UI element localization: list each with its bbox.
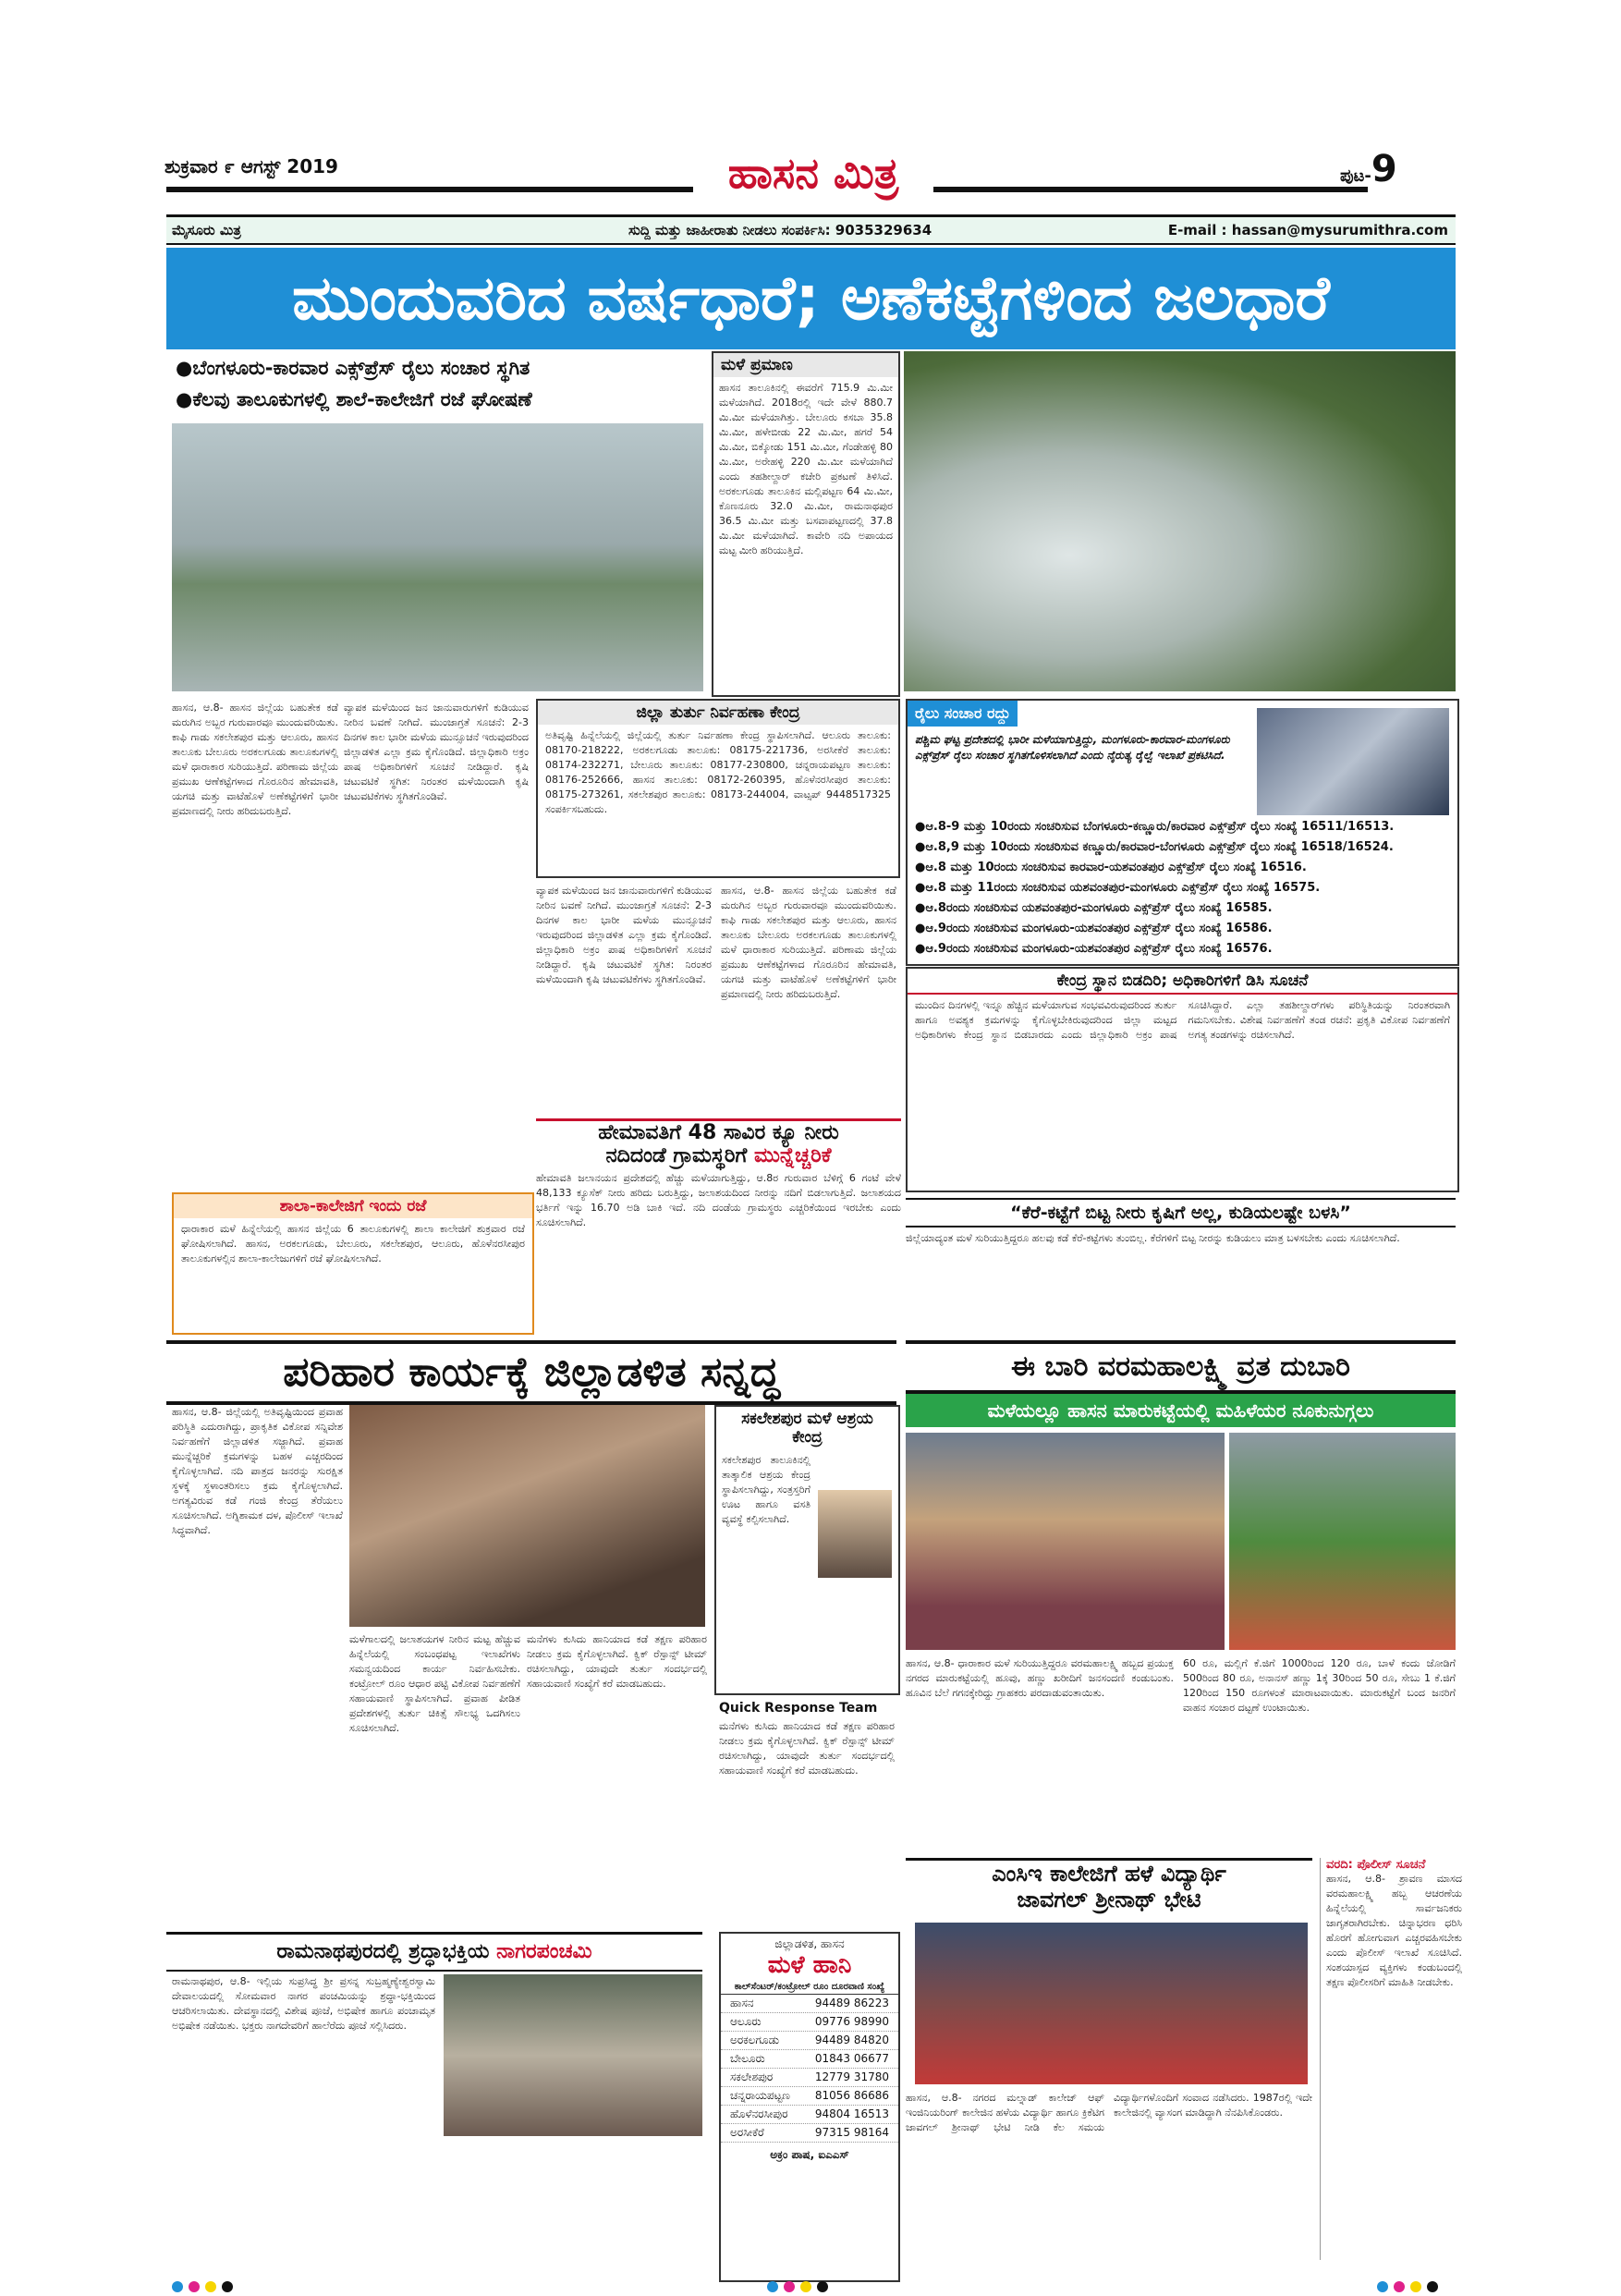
ad-row-label: ಆಲೂರು bbox=[730, 2015, 762, 2028]
header-rule-right bbox=[933, 187, 1368, 192]
varamahalakshmi-headline: ಈ ಬಾರಿ ವರಮಹಾಲಕ್ಷ್ಮಿ ವ್ರತ ದುಬಾರಿ bbox=[906, 1340, 1456, 1394]
market-crowd-photo bbox=[906, 1433, 1225, 1650]
collapsed-house-photo bbox=[349, 1405, 705, 1627]
ad-row bbox=[721, 1995, 898, 2013]
rail-row: ●ಆ.8 ಮತ್ತು 11ರಂದು ಸಂಚರಿಸುವ ಯಶವಂತಪುರ-ಮಂಗಳೂರು ಎಕ್ಸ್‌ಪ್ರೆಸ್ ರೈಲು ಸಂಖ್ಯೆ 16575. bbox=[915, 881, 1321, 895]
school-box-title: ಶಾಲಾ-ಕಾಲೇಜಿಗೆ ಇಂದು ರಜೆ bbox=[174, 1194, 532, 1218]
ramanathapura-headline-b: ನಾಗರಪಂಚಮಿ bbox=[496, 1940, 592, 1963]
registration-dots-center bbox=[767, 2278, 834, 2296]
ramanathapura-headline bbox=[166, 1932, 702, 1972]
train-photo bbox=[1257, 708, 1449, 815]
college-story bbox=[906, 1858, 1312, 1912]
lead-bullet-1: ●ಬೆಂಗಳೂರು-ಕಾರವಾರ ಎಕ್ಸ್‌ಪ್ರೆಸ್ ರೈಲು ಸಂಚಾರ ಸ್ಥಗಿತ bbox=[176, 357, 530, 379]
sakleshpur-box bbox=[714, 1405, 900, 1695]
ad-title: ಮಳೆ ಹಾನಿ bbox=[767, 1951, 852, 1979]
ad-row-label: ಬೇಲೂರು bbox=[730, 2052, 765, 2065]
rain-box-body: ಹಾಸನ ತಾಲೂಕಿನಲ್ಲಿ ಈವರೆಗೆ 715.9 ಮಿ.ಮೀ ಮಳೆಯಾಗಿದೆ. 2018ರಲ್ಲಿ ಇದೇ ವೇಳೆ 880.7 ಮಿ.ಮೀ ಮಳೆಯಾಗಿತ್ತು. ಬೇಲೂರು ಕಸಬಾ 35.8 ಮಿ.ಮೀ, ಹಳೇಬೀಡು 22 ಮಿ.ಮೀ, ಹಗರೆ 54 ಮಿ.ಮೀ, ಬಿಕ್ಕೋಡು 151 ಮಿ.ಮೀ, ಗೆಂಡೇಹಳ್ಳಿ 80 ಮಿ.ಮೀ, ಅರೇಹಳ್ಳಿ 220 ಮಿ.ಮೀ ಮಳೆಯಾಗಿದೆ ಎಂದು ತಹಶೀಲ್ದಾರ್ ಕಚೇರಿ ಪ್ರಕಟಣೆ ತಿಳಿಸಿದೆ. ಅರಕಲಗೂಡು ತಾಲೂಕಿನ ಮಲ್ಲಿಪಟ್ಟಣ 64 ಮಿ.ಮೀ, ಕೊಣನೂರು 32.0 ಮಿ.ಮೀ, ರಾಮನಾಥಪುರ 36.5 ಮಿ.ಮೀ ಮತ್ತು ಬಸವಾಪಟ್ಟಣದಲ್ಲಿ 37.8 ಮಿ.ಮೀ ಮಳೆಯಾಗಿದೆ. ಕಾವೇರಿ ನದಿ ಅಪಾಯದ ಮಟ್ಟ ಮೀರಿ ಹರಿಯುತ್ತಿದೆ. bbox=[719, 382, 893, 556]
ad-row bbox=[721, 2013, 898, 2032]
dot-black bbox=[817, 2281, 828, 2292]
ad-row-label: ಅರಕಲಗೂಡು bbox=[730, 2033, 780, 2046]
ad-row bbox=[721, 2069, 898, 2087]
ad-row bbox=[721, 2032, 898, 2050]
page-number-value: 9 bbox=[1371, 148, 1397, 190]
dot-yellow bbox=[1410, 2281, 1421, 2292]
hemavathi-story bbox=[536, 1118, 901, 1319]
section-name: ಮೈಸೂರು ಮಿತ್ರ bbox=[172, 222, 241, 238]
page-prefix: ಪುಟ- bbox=[1340, 166, 1371, 186]
police-body: ಹಾಸನ, ಆ.8- ಶ್ರಾವಣ ಮಾಸದ ವರಮಹಾಲಕ್ಷ್ಮಿ ಹಬ್ಬ ಆಚರಣೆಯ ಹಿನ್ನೆಲೆಯಲ್ಲಿ ಸಾರ್ವಜನಿಕರು ಜಾಗೃತರಾಗಿರಬೇಕು. ಚಿನ್ನಾಭರಣ ಧರಿಸಿ ಹೊರಗೆ ಹೋಗುವಾಗ ಎಚ್ಚರವಹಿಸಬೇಕು ಎಂದು ಪೊಲೀಸ್ ಇಲಾಖೆ ಸೂಚಿಸಿದೆ. ಸಂಶಯಾಸ್ಪದ ವ್ಯಕ್ತಿಗಳು ಕಂಡುಬಂದಲ್ಲಿ ತಕ್ಷಣ ಪೊಲೀಸರಿಗೆ ಮಾಹಿತಿ ನೀಡಬೇಕು. bbox=[1326, 1873, 1462, 1988]
email-line: E-mail : hassan@mysurumithra.com bbox=[1167, 222, 1448, 238]
ramanathapura-headline-a: ರಾಮನಾಥಪುರದಲ್ಲಿ ಶ್ರದ್ಧಾಭಕ್ತಿಯ bbox=[276, 1940, 497, 1963]
rail-row: ●ಆ.8,9 ಮತ್ತು 10ರಂದು ಸಂಚರಿಸುವ ಕಣ್ಣೂರು/ಕಾರವಾರ-ಬೆಂಗಳೂರು ಎಕ್ಸ್‌ಪ್ರೆಸ್ ರೈಲು ಸಂಖ್ಯೆ 16518/16524. bbox=[915, 840, 1394, 854]
ad-row-value: 94804 16513 bbox=[814, 2107, 889, 2120]
control-room-title: ಜಿಲ್ಲಾ ತುರ್ತು ನಿರ್ವಹಣಾ ಕೇಂದ್ರ bbox=[538, 701, 898, 725]
hemavathi-body: ಹೇಮಾವತಿ ಜಲಾನಯನ ಪ್ರದೇಶದಲ್ಲಿ ಹೆಚ್ಚು ಮಳೆಯಾಗುತ್ತಿದ್ದು, ಆ.8ರ ಗುರುವಾರ ಬೆಳಿಗ್ಗೆ 6 ಗಂಟೆ ವೇಳೆ 48,133 ಕ್ಯೂಸೆಕ್ ನೀರು ಹರಿದು ಬರುತ್ತಿದ್ದು, ಜಲಾಶಯದಿಂದ ನೀರನ್ನು ನದಿಗೆ ಬಿಡಲಾಗುತ್ತಿದೆ. ಜಲಾಶಯದ ಭರ್ತಿಗೆ ಇನ್ನು 16.70 ಅಡಿ ಬಾಕಿ ಇದೆ. ನದಿ ದಂಡೆಯ ಗ್ರಾಮಸ್ಥರು ಎಚ್ಚರಿಕೆಯಿಂದ ಇರಬೇಕು ಎಂದು ಸೂಚಿಸಲಾಗಿದೆ. bbox=[536, 1172, 901, 1228]
ad-row-value: 94489 86223 bbox=[814, 1997, 889, 2009]
rain-box bbox=[712, 351, 900, 697]
rail-row: ●ಆ.9ರಂದು ಸಂಚರಿಸುವ ಮಂಗಳೂರು-ಯಶವಂತಪುರ ಎಕ್ಸ್‌ಪ್ರೆಸ್ ರೈಲು ಸಂಖ್ಯೆ 16576. bbox=[915, 942, 1273, 956]
flood-river-photo bbox=[172, 423, 703, 691]
dot-yellow bbox=[205, 2281, 216, 2292]
hemavathi-headline-c: ಮುನ್ನೆಚ್ಚರಿಕೆ bbox=[753, 1144, 832, 1167]
ad-row-value: 97315 98164 bbox=[814, 2126, 889, 2139]
dot-black bbox=[1427, 2281, 1438, 2292]
rail-box bbox=[906, 699, 1459, 966]
control-room-body: ಅತಿವೃಷ್ಟಿ ಹಿನ್ನೆಲೆಯಲ್ಲಿ ಜಿಲ್ಲೆಯಲ್ಲಿ ತುರ್ತು ನಿರ್ವಹಣಾ ಕೇಂದ್ರ ಸ್ಥಾಪಿಸಲಾಗಿದೆ. ಆಲೂರು ತಾಲೂಕು: 08170-218222, ಅರಕಲಗೂಡು ತಾಲೂಕು: 08175-221736, ಅರಸೀಕೆರೆ ತಾಲೂಕು: 08174-232271, ಬೇಲೂರು ತಾಲೂಕು: 08177-230800, ಚನ್ನರಾಯಪಟ್ಟಣ ತಾಲೂಕು: 08176-252666, ಹಾಸನ ತಾಲೂಕು: 08172-260395, ಹೊಳೆನರಸೀಪುರ ತಾಲೂಕು: 08175-273261, ಸಕಲೇಶಪುರ ತಾಲೂಕು: 08173-244004, ವಾಟ್ಸಪ್ 9448517325 ಸಂಪರ್ಕಿಸಬಹುದು. bbox=[545, 729, 891, 815]
ad-row-value: 09776 98990 bbox=[814, 2015, 889, 2028]
quote-body: ಜಿಲ್ಲೆಯಾದ್ಯಂತ ಮಳೆ ಸುರಿಯುತ್ತಿದ್ದರೂ ಹಲವು ಕಡೆ ಕೆರೆ-ಕಟ್ಟೆಗಳು ತುಂಬಿಲ್ಲ. ಕೆರೆಗಳಿಗೆ ಬಿಟ್ಟ ನೀರನ್ನು ಕುಡಿಯಲು ಮಾತ್ರ ಬಳಸಬೇಕು ಎಂದು ಸೂಚಿಸಲಾಗಿದೆ. bbox=[906, 1232, 1400, 1244]
waterfall-photo bbox=[904, 351, 1456, 691]
college-headline-a: ಎಂಸಿಇ ಕಾಲೇಜಿಗೆ ಹಳೆ ವಿದ್ಯಾರ್ಥಿ bbox=[992, 1861, 1226, 1887]
lead-bullet-2: ●ಕೆಲವು ತಾಲೂಕುಗಳಲ್ಲಿ ಶಾಲೆ-ಕಾಲೇಜಿಗೆ ರಜೆ ಘೋಷಣೆ bbox=[176, 388, 532, 410]
rail-box-tab: ರೈಲು ಸಂಚಾರ ರದ್ದು bbox=[908, 701, 1018, 727]
varamahalakshmi-body: ಹಾಸನ, ಆ.8- ಧಾರಾಕಾರ ಮಳೆ ಸುರಿಯುತ್ತಿದ್ದರೂ ವರಮಹಾಲಕ್ಷ್ಮಿ ಹಬ್ಬದ ಪ್ರಯುಕ್ತ ನಗರದ ಮಾರುಕಟ್ಟೆಯಲ್ಲಿ ಹೂವು, ಹಣ್ಣು ಖರೀದಿಗೆ ಜನಸಂದಣಿ ಕಂಡುಬಂತು. ಹೂವಿನ ಬೆಲೆ ಗಗನಕ್ಕೇರಿದ್ದು ಗ್ರಾಹಕರು ಪರದಾಡುವಂತಾಯಿತು. bbox=[906, 1657, 1174, 1699]
rail-row: ●ಆ.8ರಂದು ಸಂಚರಿಸುವ ಯಶವಂತಪುರ-ಮಂಗಳೂರು ಎಕ್ಸ್‌ಪ್ರೆಸ್ ರೈಲು ಸಂಖ್ಯೆ 16585. bbox=[915, 901, 1273, 915]
hemavathi-headline-b-text: ನದಿದಂಡೆ ಗ್ರಾಮಸ್ಥರಿಗೆ bbox=[605, 1144, 754, 1167]
rail-row: ●ಆ.8-9 ಮತ್ತು 10ರಂದು ಸಂಚರಿಸುವ ಬೆಂಗಳೂರು-ಕಣ್ಣೂರು/ಕಾರವಾರ ಎಕ್ಸ್‌ಪ್ರೆಸ್ ರೈಲು ಸಂಖ್ಯೆ 16511/16513. bbox=[915, 820, 1395, 834]
ad-row-label: ಹೊಳೆನರಸೀಪುರ bbox=[730, 2107, 788, 2120]
varamahalakshmi-subhead: ಮಳೆಯಲ್ಲೂ ಹಾಸನ ಮಾರುಕಟ್ಟೆಯಲ್ಲಿ ಮಹಿಳೆಯರ ನೂಕುನುಗ್ಗಲು bbox=[906, 1394, 1456, 1427]
relief-body-col4: ಮನೆಗಳು ಕುಸಿದು ಹಾನಿಯಾದ ಕಡೆ ತಕ್ಷಣ ಪರಿಹಾರ ನೀಡಲು ಕ್ರಮ ಕೈಗೊಳ್ಳಲಾಗಿದೆ. ಕ್ವಿಕ್ ರೆಸ್ಪಾನ್ಸ್ ಟೀಮ್ ರಚಿಸಲಾಗಿದ್ದು, ಯಾವುದೇ ತುರ್ತು ಸಂದರ್ಭದಲ್ಲಿ ಸಹಾಯವಾಣಿ ಸಂಖ್ಯೆಗೆ ಕರೆ ಮಾಡಬಹುದು. bbox=[719, 1720, 895, 1777]
lead-body-col1: ಹಾಸನ, ಆ.8- ಹಾಸನ ಜಿಲ್ಲೆಯ ಬಹುತೇಕ ಕಡೆ ಮರುಗಿನ ಅಬ್ಬರ ಗುರುವಾರವೂ ಮುಂದುವರಿಯಿತು. ಕಾಫಿ ಗಾಡು ಸಕಲೇಶಪುರ ಮತ್ತು ಆಲೂರು, ಹಾಸನ ತಾಲೂಕು ಬೇಲೂರು ಅರಕಲಗೂಡು ತಾಲೂಕುಗಳಲ್ಲಿ ಮಳೆ ಧಾರಾಕಾರ ಸುರಿಯುತ್ತಿದೆ. ಪರಿಣಾಮ ಜಿಲ್ಲೆಯ ಪ್ರಮುಖ ಆಣೆಕಟ್ಟೆಗಳಾದ ಗೊರೂರಿನ ಹೇಮಾವತಿ, ಯಗಚಿ ಮತ್ತು ವಾಟೆಹೊಳೆ ಅಣೆಕಟ್ಟೆಗಳಿಗೆ ಭಾರೀ ಪ್ರಮಾಣದಲ್ಲಿ ನೀರು ಹರಿದುಬರುತ್ತಿದೆ. bbox=[172, 702, 338, 817]
dot-cyan bbox=[172, 2281, 183, 2292]
relief-body-col2: ಮಳೆಗಾಲದಲ್ಲಿ ಜಲಾಶಯಗಳ ನೀರಿನ ಮಟ್ಟ ಹೆಚ್ಚುವ ಹಿನ್ನೆಲೆಯಲ್ಲಿ ಸಂಬಂಧಪಟ್ಟ ಇಲಾಖೆಗಳು ಸಮನ್ವಯದಿಂದ ಕಾರ್ಯ ನಿರ್ವಹಿಸಬೇಕು. ಕಂಟ್ರೋಲ್ ರೂಂ ಆಧಾರ ಪಟ್ಟಿ ವಿಕೋಪ ನಿರ್ವಹಣೆಗೆ ಸಹಾಯವಾಣಿ ಸ್ಥಾಪಿಸಲಾಗಿದೆ. ಪ್ರವಾಹ ಪೀಡಿತ ಪ್ರದೇಶಗಳಲ್ಲಿ ತುರ್ತು ಚಿಕಿತ್ಸೆ ಸೌಲಭ್ಯ ಒದಗಿಸಲು ಸೂಚಿಸಲಾಗಿದೆ. bbox=[349, 1633, 520, 1734]
registration-dots-right bbox=[1377, 2278, 1444, 2296]
market-vendor-photo bbox=[1229, 1433, 1456, 1650]
rail-row: ●ಆ.8 ಮತ್ತು 10ರಂದು ಸಂಚರಿಸುವ ಕಾರವಾರ-ಯಶವಂತಪುರ ಎಕ್ಸ್‌ಪ್ರೆಸ್ ರೈಲು ಸಂಖ್ಯೆ 16516. bbox=[915, 861, 1307, 874]
relief-headline: ಪರಿಹಾರ ಕಾರ್ಯಕ್ಕೆ ಜಿಲ್ಲಾಡಳಿತ ಸನ್ನದ್ಧ bbox=[166, 1340, 896, 1405]
quote-headline: “ಕೆರೆ-ಕಟ್ಟೆಗೆ ಬಿಟ್ಟ ನೀರು ಕೃಷಿಗೆ ಅಲ್ಲ, ಕುಡಿಯಲಷ್ಟೇ ಬಳಸಿ” bbox=[906, 1198, 1456, 1227]
ad-row-label: ಅರಸೀಕೆರೆ bbox=[730, 2126, 764, 2139]
college-body: ಹಾಸನ, ಆ.8- ನಗರದ ಮಲ್ನಾಡ್ ಕಾಲೇಜ್ ಆಫ್ ಇಂಜಿನಿಯರಿಂಗ್ ಕಾಲೇಜಿನ ಹಳೆಯ ವಿದ್ಯಾರ್ಥಿ ಹಾಗೂ ಕ್ರಿಕೆಟಿಗ ಜಾವಗಲ್ ಶ್ರೀನಾಥ್ ಭೇಟಿ ನೀಡಿ ಕೆಲ ಸಮಯ ವಿದ್ಯಾರ್ಥಿಗಳೊಂದಿಗೆ ಸಂವಾದ ನಡೆಸಿದರು. 1987ರಲ್ಲಿ ಇದೇ ಕಾಲೇಜಿನಲ್ಲಿ ವ್ಯಾಸಂಗ ಮಾಡಿದ್ದಾಗಿ ನೆನಪಿಸಿಕೊಂಡರು. bbox=[906, 2092, 1312, 2133]
ad-row bbox=[721, 2050, 898, 2069]
rail-row: ●ಆ.9ರಂದು ಸಂಚರಿಸುವ ಮಂಗಳೂರು-ಯಶವಂತಪುರ ಎಕ್ಸ್‌ಪ್ರೆಸ್ ರೈಲು ಸಂಖ್ಯೆ 16586. bbox=[915, 922, 1273, 935]
rail-box-intro: ಪಶ್ಚಿಮ ಘಟ್ಟ ಪ್ರದೇಶದಲ್ಲಿ ಭಾರೀ ಮಳೆಯಾಗುತ್ತಿದ್ದು, ಮಂಗಳೂರು-ಕಾರವಾರ-ಮಂಗಳೂರು ಎಕ್ಸ್‌ಪ್ರೆಸ್ ರೈಲು ಸಂಚಾರ ಸ್ಥಗಿತಗೊಳಿಸಲಾಗಿದೆ ಎಂದು ನೈರುತ್ಯ ರೈಲ್ವೆ ಇಲಾಖೆ ಪ್ರಕಟಿಸಿದೆ. bbox=[915, 733, 1230, 762]
contact-line: ಸುದ್ದಿ ಮತ್ತು ಜಾಹೀರಾತು ನೀಡಲು ಸಂಪರ್ಕಿಸಿ: 9035329634 bbox=[628, 222, 932, 238]
ad-row bbox=[721, 2087, 898, 2106]
ad-row-value: 81056 86686 bbox=[814, 2089, 889, 2102]
ad-subtitle: ಕಾಲ್‌ಸೆಂಟರ್/ಕಂಟ್ರೋಲ್ ರೂಂ ದೂರವಾಣಿ ಸಂಖ್ಯೆ bbox=[721, 1980, 898, 1995]
dot-magenta bbox=[1394, 2281, 1405, 2292]
lead-body-col4: ಹಾಸನ, ಆ.8- ಹಾಸನ ಜಿಲ್ಲೆಯ ಬಹುತೇಕ ಕಡೆ ಮರುಗಿನ ಅಬ್ಬರ ಗುರುವಾರವೂ ಮುಂದುವರಿಯಿತು. ಕಾಫಿ ಗಾಡು ಸಕಲೇಶಪುರ ಮತ್ತು ಆಲೂರು, ಹಾಸನ ತಾಲೂಕು ಬೇಲೂರು ಅರಕಲಗೂಡು ತಾಲೂಕುಗಳಲ್ಲಿ ಮಳೆ ಧಾರಾಕಾರ ಸುರಿಯುತ್ತಿದೆ. ಪರಿಣಾಮ ಜಿಲ್ಲೆಯ ಪ್ರಮುಖ ಆಣೆಕಟ್ಟೆಗಳಾದ ಗೊರೂರಿನ ಹೇಮಾವತಿ, ಯಗಚಿ ಮತ್ತು ವಾಟೆಹೊಳೆ ಅಣೆಕಟ್ಟೆಗಳಿಗೆ ಭಾರೀ ಪ್ರಮಾಣದಲ್ಲಿ ನೀರು ಹರಿದುಬರುತ್ತಿದೆ. bbox=[721, 885, 896, 1000]
police-title: ವರದಿ: ಪೊಲೀಸ್ ಸೂಚನೆ bbox=[1326, 1858, 1426, 1872]
hq-box-body: ಮುಂದಿನ ದಿನಗಳಲ್ಲಿ ಇನ್ನೂ ಹೆಚ್ಚಿನ ಮಳೆಯಾಗುವ ಸಂಭವವಿರುವುದರಿಂದ ತುರ್ತು ಹಾಗೂ ಅವಶ್ಯಕ ಕ್ರಮಗಳನ್ನು ಕೈಗೊಳ್ಳಬೇಕಿರುವುದರಿಂದ ಜಿಲ್ಲಾ ಮಟ್ಟದ ಅಧಿಕಾರಿಗಳು ಕೇಂದ್ರ ಸ್ಥಾನ ಬಿಡಬಾರದು ಎಂದು ಜಿಲ್ಲಾಧಿಕಾರಿ ಅಕ್ರಂ ಪಾಷ ಸೂಚಿಸಿದ್ದಾರೆ. ಎಲ್ಲಾ ತಹಶೀಲ್ದಾರ್‌ಗಳು ಪರಿಸ್ಥಿತಿಯನ್ನು ನಿರಂತರವಾಗಿ ಗಮನಿಸಬೇಕು. ವಿಶೇಷ ನಿರ್ವಹಣೆಗೆ ತಂಡ ರಚನೆ: ಪ್ರಕೃತಿ ವಿಕೋಪ ನಿರ್ವಹಣೆಗೆ ಅಗತ್ಯ ತಂಡಗಳನ್ನು ರಚಿಸಲಾಗಿದೆ. bbox=[915, 999, 1450, 1041]
relief-body-col3: ಮನೆಗಳು ಕುಸಿದು ಹಾನಿಯಾದ ಕಡೆ ತಕ್ಷಣ ಪರಿಹಾರ ನೀಡಲು ಕ್ರಮ ಕೈಗೊಳ್ಳಲಾಗಿದೆ. ಕ್ವಿಕ್ ರೆಸ್ಪಾನ್ಸ್ ಟೀಮ್ ರಚಿಸಲಾಗಿದ್ದು, ಯಾವುದೇ ತುರ್ತು ಸಂದರ್ಭದಲ್ಲಿ ಸಹಾಯವಾಣಿ ಸಂಖ್ಯೆಗೆ ಕರೆ ಮಾಡಬಹುದು. bbox=[527, 1633, 707, 1690]
temple-photo bbox=[444, 1974, 702, 2136]
info-bar bbox=[166, 214, 1456, 245]
ad-row-value: 12779 31780 bbox=[814, 2070, 889, 2083]
dot-black bbox=[222, 2281, 233, 2292]
sakleshpur-box-title: ಸಕಲೇಶಪುರ ಮಳೆ ಆಶ್ರಯ ಕೇಂದ್ರ bbox=[716, 1407, 898, 1449]
official-portrait-photo bbox=[818, 1490, 892, 1578]
ad-row bbox=[721, 2106, 898, 2124]
varamahalakshmi-body-2: 60 ರೂ, ಮಲ್ಲಿಗೆ ಕೆ.ಜಿಗೆ 1000ರಿಂದ 120 ರೂ, ಬಾಳೆ ಕಂದು ಜೋಡಿಗೆ 500ರಿಂದ 80 ರೂ, ಅನಾನಸ್ ಹಣ್ಣು 1ಕ್ಕೆ 30ರಿಂದ 50 ರೂ, ಸೇಬು 1 ಕೆ.ಜಿಗೆ 120ರಿಂದ 150 ರೂಗಳಂತೆ ಮಾರಾಟವಾಯಿತು. ಮಾರುಕಟ್ಟೆಗೆ ಬಂದ ಜನರಿಗೆ ವಾಹನ ಸಂಚಾರ ದಟ್ಟಣೆ ಉಂಟಾಯಿತು. bbox=[1183, 1657, 1456, 1714]
registration-dots-left bbox=[172, 2278, 238, 2296]
dot-magenta bbox=[784, 2281, 795, 2292]
college-headline-b: ಜಾವಗಲ್ ಶ್ರೀನಾಥ್ ಭೇಟಿ bbox=[1017, 1887, 1201, 1912]
header-rule-left bbox=[166, 187, 693, 192]
school-box-body: ಧಾರಾಕಾರ ಮಳೆ ಹಿನ್ನೆಲೆಯಲ್ಲಿ ಹಾಸನ ಜಿಲ್ಲೆಯ 6 ತಾಲೂಕುಗಳಲ್ಲಿ ಶಾಲಾ ಕಾಲೇಜಿಗೆ ಶುಕ್ರವಾರ ರಜೆ ಘೋಷಿಸಲಾಗಿದೆ. ಹಾಸನ, ಅರಕಲಗೂಡು, ಬೇಲೂರು, ಸಕಲೇಶಪುರ, ಆಲೂರು, ಹೊಳೆನರಸೀಪುರ ತಾಲೂಕುಗಳಲ್ಲಿನ ಶಾಲಾ-ಕಾಲೇಜುಗಳಿಗೆ ರಜೆ ಘೋಷಿಸಲಾಗಿದೆ. bbox=[181, 1223, 525, 1264]
lead-body-col3: ವ್ಯಾಪಕ ಮಳೆಯಿಂದ ಜನ ಜಾನುವಾರುಗಳಿಗೆ ಕುಡಿಯುವ ನೀರಿನ ಬವಣೆ ನೀಗಿದೆ. ಮುಂಜಾಗ್ರತೆ ಸೂಚನೆ: 2-3 ದಿನಗಳ ಕಾಲ ಭಾರೀ ಮಳೆಯ ಮುನ್ಸೂಚನೆ ಇರುವುದರಿಂದ ಜಿಲ್ಲಾಡಳಿತ ಎಲ್ಲಾ ಕ್ರಮ ಕೈಗೊಂಡಿದೆ. ಜಿಲ್ಲಾಧಿಕಾರಿ ಅಕ್ರಂ ಪಾಷ ಅಧಿಕಾರಿಗಳಿಗೆ ಸೂಚನೆ ನೀಡಿದ್ದಾರೆ. ಕೃಷಿ ಚಟುವಟಿಕೆ ಸ್ಥಗಿತ: ನಿರಂತರ ಮಳೆಯಿಂದಾಗಿ ಕೃಷಿ ಚಟುವಟಿಕೆಗಳು ಸ್ಥಗಿತಗೊಂಡಿವೆ. bbox=[536, 885, 712, 985]
lead-headline: ಮುಂದುವರಿದ ವರ್ಷಧಾರೆ; ಅಣೆಕಟ್ಟೆಗಳಿಂದ ಜಲಧಾರೆ bbox=[166, 248, 1456, 349]
ad-row bbox=[721, 2124, 898, 2143]
hemavathi-headline-b bbox=[536, 1144, 901, 1167]
ramanathapura-body: ರಾಮನಾಥಪುರ, ಆ.8- ಇಲ್ಲಿಯ ಸುಪ್ರಸಿದ್ಧ ಶ್ರೀ ಪ್ರಸನ್ನ ಸುಬ್ರಹ್ಮಣ್ಯೇಶ್ವರಸ್ವಾಮಿ ದೇವಾಲಯದಲ್ಲಿ ಸೋಮವಾರ ನಾಗರ ಪಂಚಮಿಯನ್ನು ಶ್ರದ್ಧಾ-ಭಕ್ತಿಯಿಂದ ಆಚರಿಸಲಾಯಿತು. ದೇವಸ್ಥಾನದಲ್ಲಿ ವಿಶೇಷ ಪೂಜೆ, ಅಭಿಷೇಕ ಹಾಗೂ ಪಂಚಾಮೃತ ಅಭಿಷೇಕ ನಡೆಯಿತು. ಭಕ್ತರು ನಾಗದೇವರಿಗೆ ಹಾಲೆರೆದು ಪೂಜೆ ಸಲ್ಲಿಸಿದರು. bbox=[172, 1975, 435, 2032]
masthead: ಹಾಸನ ಮಿತ್ರ bbox=[727, 148, 899, 198]
ad-row-label: ಹಾಸನ bbox=[730, 1997, 754, 2009]
ad-row-value: 94489 84820 bbox=[814, 2033, 889, 2046]
ad-footer: ಅಕ್ರಂ ಪಾಷ, ಐಎಎಸ್ bbox=[770, 2148, 849, 2161]
hq-box bbox=[906, 967, 1459, 1192]
hemavathi-headline-a: ಹೇಮಾವತಿಗೆ 48 ಸಾವಿರ ಕ್ಯೂ ನೀರು bbox=[598, 1121, 839, 1144]
sakleshpur-box-body: ಸಕಲೇಶಪುರ ತಾಲೂಕಿನಲ್ಲಿ ತಾತ್ಕಾಲಿಕ ಆಶ್ರಯ ಕೇಂದ್ರ ಸ್ಥಾಪಿಸಲಾಗಿದ್ದು, ಸಂತ್ರಸ್ತರಿಗೆ ಊಟ ಹಾಗೂ ವಸತಿ ವ್ಯವಸ್ಥೆ ಕಲ್ಪಿಸಲಾಗಿದೆ. bbox=[722, 1454, 810, 1525]
rain-damage-ad bbox=[719, 1932, 900, 2282]
dot-yellow bbox=[800, 2281, 811, 2292]
page-number bbox=[1340, 148, 1397, 190]
ad-top: ಜಿಲ್ಲಾಡಳಿತ, ಹಾಸನ bbox=[774, 1937, 845, 1950]
ad-row-label: ಚನ್ನರಾಯಪಟ್ಟಣ bbox=[730, 2089, 790, 2102]
rain-box-title: ಮಳೆ ಪ್ರಮಾಣ bbox=[713, 353, 898, 377]
dot-cyan bbox=[767, 2281, 778, 2292]
police-story bbox=[1320, 1858, 1462, 2260]
relief-body-col1: ಹಾಸನ, ಆ.8- ಜಿಲ್ಲೆಯಲ್ಲಿ ಅತಿವೃಷ್ಟಿಯಿಂದ ಪ್ರವಾಹ ಪರಿಸ್ಥಿತಿ ಎದುರಾಗಿದ್ದು, ಪ್ರಾಕೃತಿಕ ವಿಕೋಪ ಸನ್ನಿವೇಶ ನಿರ್ವಹಣೆಗೆ ಜಿಲ್ಲಾಡಳಿತ ಸಜ್ಜಾಗಿದೆ. ಪ್ರವಾಹ ಮುನ್ನೆಚ್ಚರಿಕೆ ಕ್ರಮಗಳನ್ನು ಬಹಳ ಎಚ್ಚರದಿಂದ ಕೈಗೊಳ್ಳಲಾಗಿದೆ. ನದಿ ಪಾತ್ರದ ಜನರನ್ನು ಸುರಕ್ಷಿತ ಸ್ಥಳಕ್ಕೆ ಸ್ಥಳಾಂತರಿಸಲು ಕ್ರಮ ಕೈಗೊಳ್ಳಲಾಗಿದೆ. ಅಗತ್ಯವಿರುವ ಕಡೆ ಗಂಜಿ ಕೇಂದ್ರ ತೆರೆಯಲು ಸೂಚಿಸಲಾಗಿದೆ. ಅಗ್ನಿಶಾಮಕ ದಳ, ಪೊಲೀಸ್ ಇಲಾಖೆ ಸಿದ್ಧವಾಗಿದೆ. bbox=[172, 1406, 343, 1536]
college-event-photo bbox=[915, 1923, 1308, 2084]
control-room-box bbox=[536, 699, 900, 878]
rail-cancel-list bbox=[915, 817, 1451, 959]
hq-box-title: ಕೇಂದ್ರ ಸ್ಥಾನ ಬಿಡದಿರಿ; ಅಧಿಕಾರಿಗಳಿಗೆ ಡಿಸಿ ಸೂಚನೆ bbox=[908, 969, 1457, 995]
ad-row-value: 01843 06677 bbox=[814, 2052, 889, 2065]
school-box bbox=[172, 1192, 534, 1335]
lead-body-col2: ವ್ಯಾಪಕ ಮಳೆಯಿಂದ ಜನ ಜಾನುವಾರುಗಳಿಗೆ ಕುಡಿಯುವ ನೀರಿನ ಬವಣೆ ನೀಗಿದೆ. ಮುಂಜಾಗ್ರತೆ ಸೂಚನೆ: 2-3 ದಿನಗಳ ಕಾಲ ಭಾರೀ ಮಳೆಯ ಮುನ್ಸೂಚನೆ ಇರುವುದರಿಂದ ಜಿಲ್ಲಾಡಳಿತ ಎಲ್ಲಾ ಕ್ರಮ ಕೈಗೊಂಡಿದೆ. ಜಿಲ್ಲಾಧಿಕಾರಿ ಅಕ್ರಂ ಪಾಷ ಅಧಿಕಾರಿಗಳಿಗೆ ಸೂಚನೆ ನೀಡಿದ್ದಾರೆ. ಕೃಷಿ ಚಟುವಟಿಕೆ ಸ್ಥಗಿತ: ನಿರಂತರ ಮಳೆಯಿಂದಾಗಿ ಕೃಷಿ ಚಟುವಟಿಕೆಗಳು ಸ್ಥಗಿತಗೊಂಡಿವೆ. bbox=[344, 702, 529, 802]
ad-row-label: ಸಕಲೇಶಪುರ bbox=[730, 2070, 774, 2083]
quick-response-team: Quick Response Team bbox=[719, 1701, 878, 1716]
dot-magenta bbox=[189, 2281, 200, 2292]
dot-cyan bbox=[1377, 2281, 1388, 2292]
issue-date: ಶುಕ್ರವಾರ ೯ ಆಗಸ್ಟ್ 2019 bbox=[165, 155, 338, 177]
quote-story bbox=[906, 1198, 1456, 1333]
